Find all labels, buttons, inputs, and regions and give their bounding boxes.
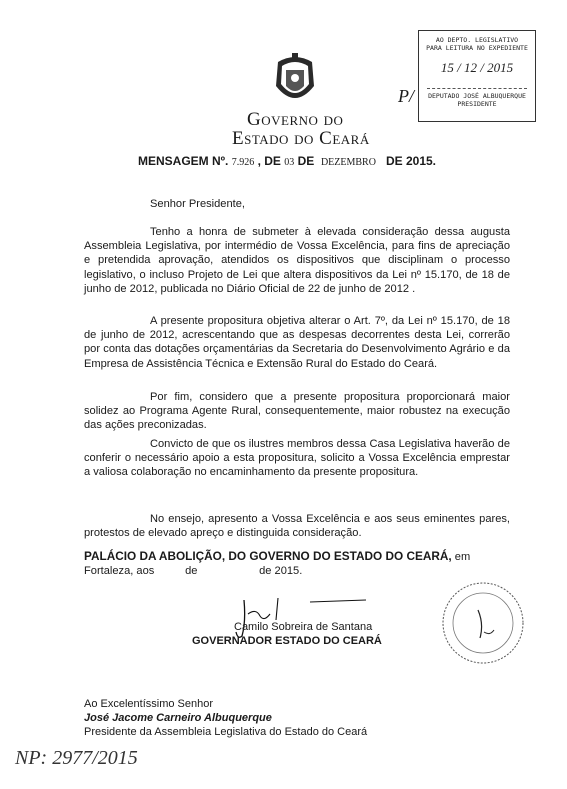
signer-title: GOVERNADOR ESTADO DO CEARÁ (192, 635, 382, 647)
receipt-stamp (418, 30, 536, 122)
protocol-number-handwritten: NP: 2977/2015 (15, 747, 138, 769)
palacio-closing: PALÁCIO DA ABOLIÇÃO, DO GOVERNO DO ESTADO DO CEARÁ, em Fortaleza, aos de de 2015. (84, 549, 471, 578)
salutation: Senhor Presidente, (150, 198, 245, 210)
governo-line1: Governo do (247, 109, 344, 130)
paragraph-1: Tenho a honra de submeter à elevada consideração dessa augusta Assembleia Legislativa, por intermédio de Vossa Excelência, para fins de apreciação e pretendida aprovação, atendidos os dispositivos que disciplinam o processo legislativo, o incluso Projeto de Lei que altera dispositivos da Lei nº 15.170, de 18 de junho de 2012, publicada no Diário Oficial de 22 de junho de 2012 . (84, 226, 510, 295)
protocol-seal-icon (440, 580, 526, 666)
stamp-line1: AO DEPTO. LEGISLATIVO (435, 36, 519, 44)
stamp-signature-line (427, 88, 527, 89)
mensagem-heading: MENSAGEM Nº. 7.926 , DE 03 DE DEZEMBRO DE 2015. (138, 154, 437, 168)
signer-name: Camilo Sobreira de Santana (234, 621, 373, 633)
stamp-line2: PARA LEITURA NO EXPEDIENTE (426, 44, 528, 52)
paragraph-2: A presente propositura objetiva alterar o Art. 7º, da Lei nº 15.170, de 18 de junho de 2012, acrescentando que as despesas decorrentes desta Lei, correrão por conta das dotações orçamentárias da Secretaria do Desenvolvimento Agrário e da Empresa de Assistência Técnica e Extensão Rural do Estado do Ceará. (84, 315, 510, 370)
paragraph-4: Convicto de que os ilustres membros dessa Casa Legislativa haverão de conferir o necessário apoio a esta propositura, solicito a Vossa Excelência emprestar a valiosa colaboração no encaminhamento da presente propositura. (84, 438, 510, 479)
stamp-line3: DEPUTADO JOSÉ ALBUQUERQUE (428, 92, 526, 100)
address-line3: Presidente da Assembleia Legislativa do Estado do Ceará (84, 726, 368, 738)
state-crest-icon (272, 52, 318, 108)
address-line1: Ao Excelentíssimo Senhor (84, 698, 214, 710)
paragraph-5: No ensejo, apresento a Vossa Excelência e aos seus eminentes pares, protestos de elevado apreço e distinguida consideração. (84, 513, 510, 540)
governo-line2: Estado do Ceará (232, 128, 370, 149)
stamp-date: 15 / 12 / 2015 (440, 60, 514, 75)
address-recipient: José Jacome Carneiro Albuquerque (84, 712, 272, 724)
stamp-line4: PRESIDENTE (457, 100, 497, 108)
paragraph-3: Por fim, considero que a presente propositura proporcionará maior solidez ao Programa Agente Rural, consequentemente, maior robustez na execução das ações preconizadas. (84, 391, 510, 432)
handwritten-mark: P/ (398, 86, 414, 106)
